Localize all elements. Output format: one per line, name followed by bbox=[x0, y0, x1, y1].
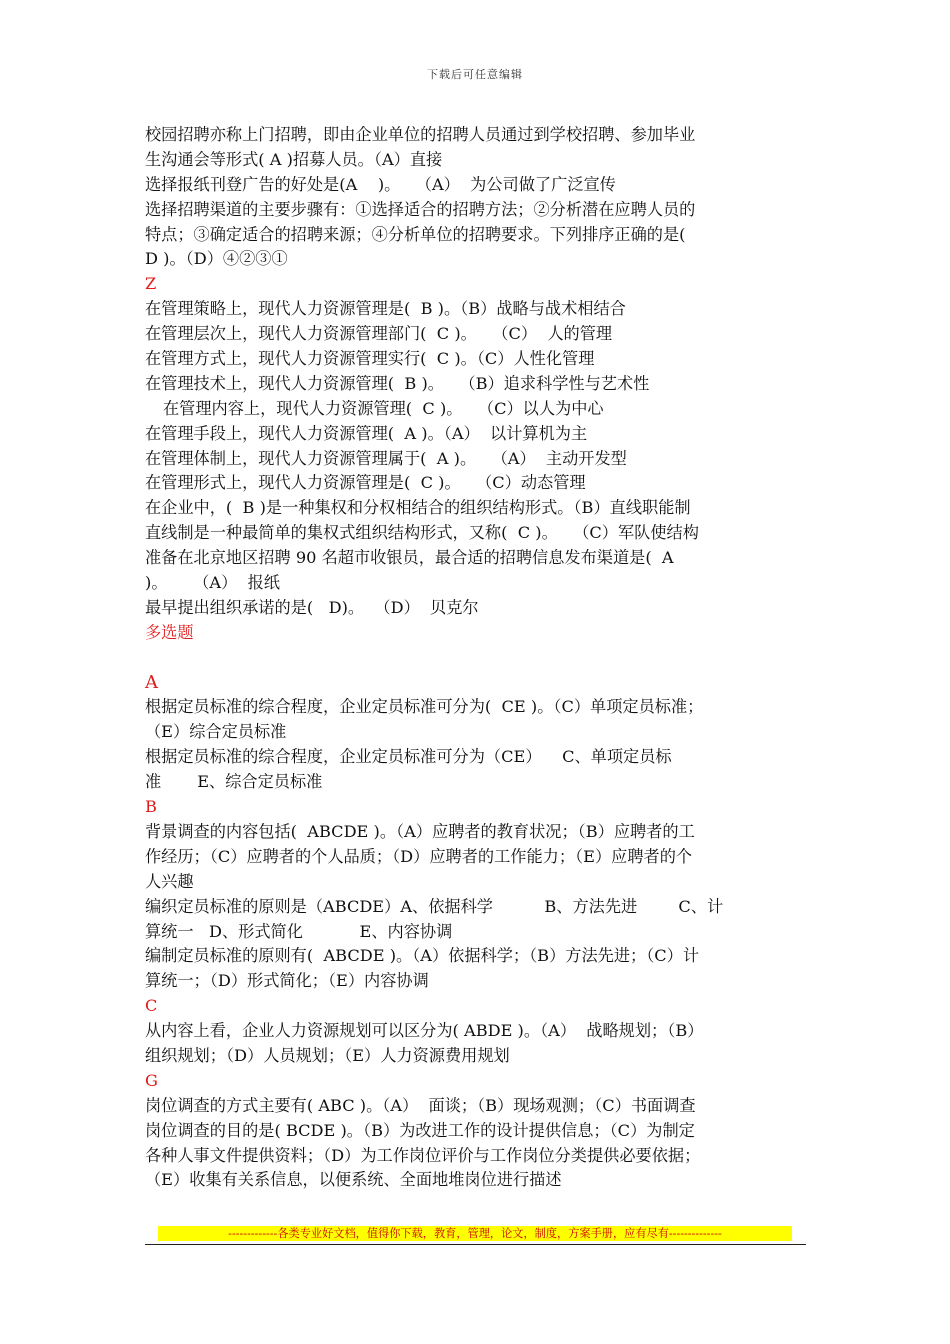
text-line: 在管理方式上，现代人力资源管理实行( C )。（C）人性化管理 bbox=[145, 349, 595, 369]
section-heading: A bbox=[145, 671, 158, 693]
text-line: 编制定员标准的原则有( ABCDE )。（A）依据科学；（B）方法先进；（C）计 bbox=[145, 946, 700, 966]
text-line: D )。（D）④②③① bbox=[145, 249, 288, 269]
section-heading: 多选题 bbox=[145, 622, 194, 642]
page-header: 下载后可任意编辑 bbox=[427, 68, 523, 81]
text-line: 在管理层次上，现代人力资源管理部门( C )。 （C） 人的管理 bbox=[145, 324, 613, 344]
text-line: 准备在北京地区招聘 90 名超市收银员，最合适的招聘信息发布渠道是( A bbox=[145, 548, 674, 568]
document-body bbox=[145, 123, 810, 1193]
footer-divider bbox=[145, 1244, 806, 1245]
text-line: 编织定员标准的原则是（ABCDE）A、依据科学 B、方法先进 C、计 bbox=[145, 896, 724, 916]
text-line: （E）收集有关系信息，以便系统、全面地堆岗位进行描述 bbox=[145, 1170, 562, 1190]
section-heading: Z bbox=[145, 274, 157, 294]
text-line: 在管理手段上，现代人力资源管理( A )。（A） 以计算机为主 bbox=[145, 423, 588, 443]
text-line: 选择报纸刊登广告的好处是(A )。 （A） 为公司做了广泛宣传 bbox=[145, 174, 616, 194]
text-line: 岗位调查的目的是( BCDE )。（B）为改进工作的设计提供信息；（C）为制定 bbox=[145, 1120, 695, 1140]
text-line: 选择招聘渠道的主要步骤有：①选择适合的招聘方法；②分析潜在应聘人员的 bbox=[145, 199, 696, 219]
text-line: 特点；③确定适合的招聘来源；④分析单位的招聘要求。下列排序正确的是( bbox=[145, 224, 686, 244]
text-line: 从内容上看，企业人力资源规划可以区分为( ABDE )。（A） 战略规划；（B） bbox=[145, 1021, 704, 1041]
text-line: 在企业中，( B )是一种集权和分权相结合的组织结构形式。（B）直线职能制 bbox=[145, 498, 691, 518]
text-line: 生沟通会等形式( A )招募人员。（A）直接 bbox=[145, 149, 443, 169]
text-line: 根据定员标准的综合程度，企业定员标准可分为( CE )。（C）单项定员标准； bbox=[145, 697, 704, 717]
text-line: 各种人事文件提供资料；（D）为工作岗位评价与工作岗位分类提供必要依据； bbox=[145, 1145, 701, 1165]
text-line: )。 （A） 报纸 bbox=[145, 573, 280, 593]
text-line: （E）综合定员标准 bbox=[145, 722, 287, 742]
text-line: 在管理形式上，现代人力资源管理是( C )。 （C）动态管理 bbox=[145, 473, 586, 493]
text-line: 在管理技术上，现代人力资源管理( B )。 （B）追求科学性与艺术性 bbox=[145, 373, 650, 393]
text-line: 在管理体制上，现代人力资源管理属于( A )。 （A） 主动开发型 bbox=[145, 448, 627, 468]
section-heading: C bbox=[145, 996, 158, 1016]
text-line bbox=[145, 646, 810, 671]
text-line: 算统一 D、形式简化 E、内容协调 bbox=[145, 921, 453, 941]
text-line: 根据定员标准的综合程度，企业定员标准可分为（CE） C、单项定员标 bbox=[145, 747, 672, 767]
text-line: 校园招聘亦称上门招聘，即由企业单位的招聘人员通过到学校招聘、参加毕业 bbox=[145, 125, 696, 144]
text-line: 人兴趣 bbox=[145, 871, 194, 891]
text-line: 岗位调查的方式主要有( ABC )。（A） 面谈；（B）现场观测；（C）书面调查 bbox=[145, 1095, 696, 1115]
text-line: 组织规划；（D）人员规划；（E）人力资源费用规划 bbox=[145, 1045, 510, 1065]
text-line: 算统一；（D）形式简化；（E）内容协调 bbox=[145, 971, 429, 991]
text-line: 最早提出组织承诺的是( D)。 （D） 贝克尔 bbox=[145, 597, 479, 617]
text-line: 准 E、综合定员标准 bbox=[145, 772, 323, 792]
text-line: 在管理策略上，现代人力资源管理是( B )。（B）战略与战术相结合 bbox=[145, 299, 626, 319]
section-heading: B bbox=[145, 797, 157, 817]
section-heading: G bbox=[145, 1070, 158, 1090]
text-line: 作经历；（C）应聘者的个人品质；（D）应聘者的工作能力；（E）应聘者的个 bbox=[145, 846, 693, 866]
text-line: 在管理内容上，现代人力资源管理( C )。 （C）以人为中心 bbox=[163, 398, 604, 418]
text-line: 直线制是一种最简单的集权式组织结构形式，又称( C )。 （C）军队使结构 bbox=[145, 523, 699, 543]
text-line: 背景调查的内容包括( ABCDE )。（A）应聘者的教育状况；（B）应聘者的工 bbox=[145, 821, 695, 841]
footer-banner: -------------各类专业好文档，值得你下载，教育，管理，论文，制度，方案手册，应有尽有-------------- bbox=[158, 1226, 792, 1241]
